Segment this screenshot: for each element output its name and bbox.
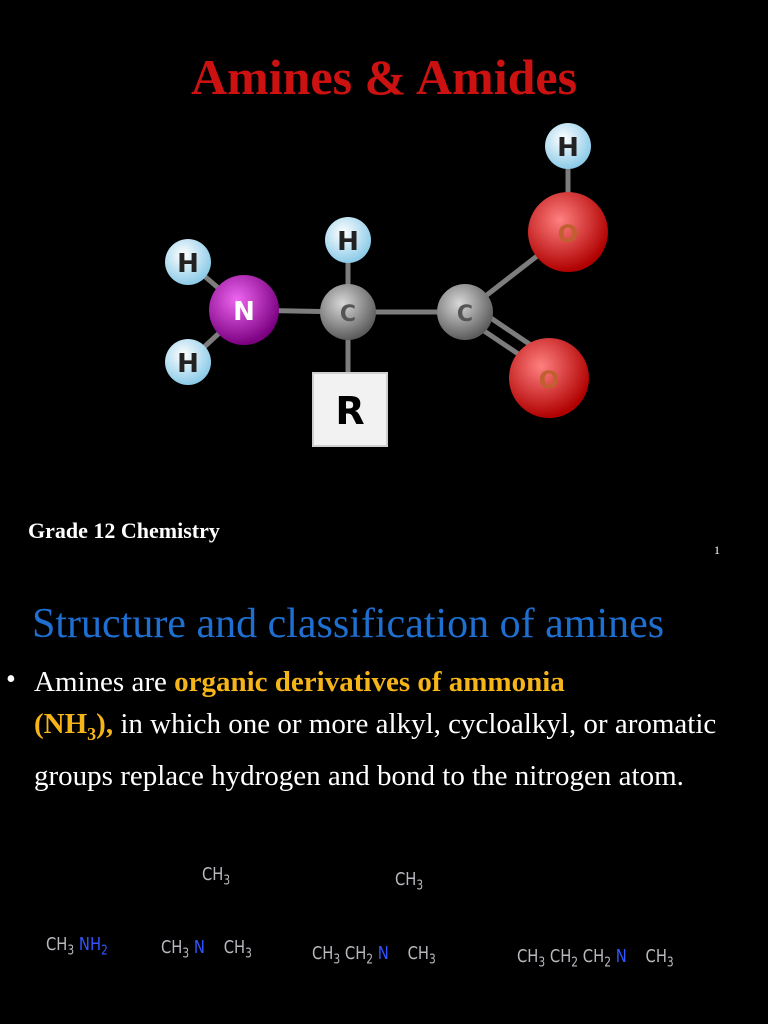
svg-text:N: N [233,297,255,327]
atom-carbon-alpha [320,284,376,340]
svg-text:R: R [335,389,365,433]
atom-o-lower [509,338,589,418]
slide-title: Amines & Amides [190,49,578,105]
r-group-box [313,373,387,446]
svg-text:H: H [557,133,579,163]
svg-text:O: O [538,366,560,394]
bullet-marker: • [6,664,16,695]
formula-2-top-ch3: $CH_3$ [202,864,231,889]
bullet-highlight: organic derivatives of ammonia $(NH_3)$, [34,666,565,744]
svg-text:H: H [177,349,199,379]
bullet-intro: Amines are [34,666,175,698]
svg-text:C: C [456,302,474,327]
atom-h-nitrogen-2 [165,339,211,385]
svg-text:H: H [177,249,199,279]
page-number: 1 [714,543,720,557]
formula-3-top-ch3: $CH_3$ [395,869,424,894]
course-subtitle: Grade 12 Chemistry [28,518,220,543]
formula-methylamine: $CH_3$ $NH_2$ [46,934,108,959]
section-heading: Structure and classification of amines [32,601,665,647]
formula-trimethylamine: $CH_3$ N $CH_3$ [161,937,252,962]
atom-carbon-carboxyl [437,284,493,340]
atom-h-top [545,123,591,169]
bullet-rest: in which one or more alkyl, cycloalkyl, or aromatic groups replace hydrogen and bond to the nitrogen atom. [34,708,717,792]
svg-text:H: H [337,227,359,257]
bullet-text [34,661,749,797]
formula-propylmethylamine: $CH_3$ $CH_2$ $CH_2$ N $CH_3$ [517,946,674,971]
atom-h-carbon [325,217,371,263]
amino-acid-molecule [150,118,620,458]
formula-ethyldimethylamine: $CH_3$ $CH_2$ N $CH_3$ [312,943,436,968]
atom-h-nitrogen-1 [165,239,211,285]
svg-text:C: C [339,302,357,327]
atom-nitrogen [209,275,279,345]
atom-o-upper [528,192,608,272]
svg-text:O: O [557,220,579,248]
